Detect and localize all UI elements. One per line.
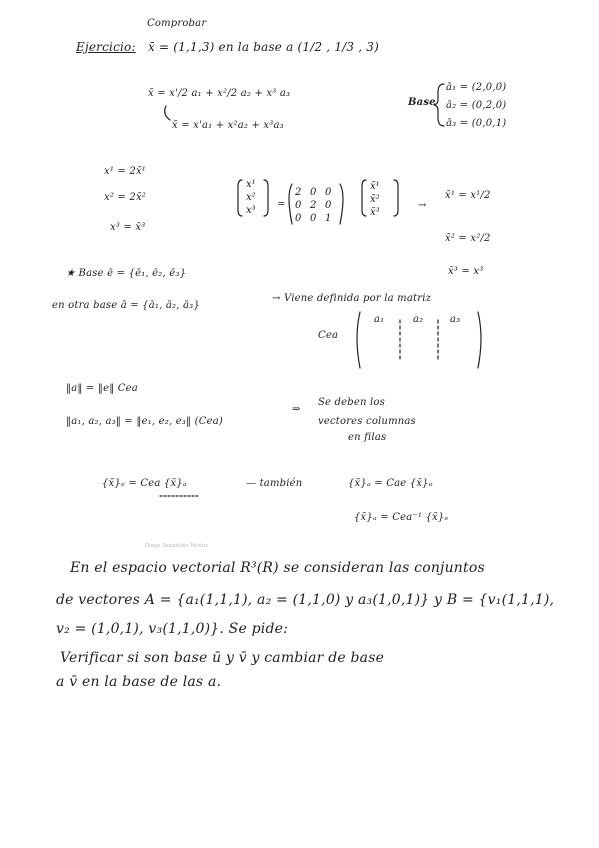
matrix-cell: 0	[295, 213, 302, 224]
expansion-line-1: x̄ = x'/2 a₁ + x²/2 a₂ + x³ a₃	[148, 88, 291, 99]
note-line-2: vectores columnas	[318, 416, 416, 427]
label-ejercicio: Ejercicio:	[76, 40, 136, 54]
exercise-line-1: En el espacio vectorial R³(R) se consideran las conjuntos	[70, 560, 485, 576]
matrix-col-a3: a₃	[450, 314, 461, 325]
base-label: Base	[408, 97, 436, 108]
base-e-line: ★ Base ē = {ē₁, ē₂, ē₃}	[66, 268, 187, 279]
matrix-col-3	[325, 186, 331, 225]
base-row-1: ā₁ = (2,0,0)	[446, 82, 507, 93]
matrix-cell: 0	[325, 187, 332, 198]
base-row-3: ā₃ = (0,0,1)	[446, 118, 507, 129]
system-left-1: x¹ = 2x̄¹	[104, 166, 146, 177]
exercise-line-4: Verificar si son base ū y v̄ y cambiar de base	[60, 650, 385, 666]
label-comprobar: Comprobar	[147, 18, 207, 29]
coords-line-1: {x̄}ₑ = Cea {x̄}ₐ	[102, 478, 187, 489]
arrow-right-icon: →	[418, 200, 427, 211]
matrix-col-2	[310, 186, 316, 225]
vector-left-2: x²	[246, 192, 256, 203]
matrix-cell: 2	[310, 200, 317, 211]
note-line-3: en filas	[348, 432, 387, 443]
matrix-cell: 0	[310, 213, 317, 224]
base-row-2: ā₂ = (0,2,0)	[446, 100, 507, 111]
vector-right-2: x̄²	[370, 194, 380, 205]
vector-left-3: x³	[246, 205, 256, 216]
coords-line-2: {x̄}ₐ = Cea⁻¹ {x̄}ₑ	[354, 512, 449, 523]
matrix-col-a2: a₂	[413, 314, 424, 325]
exercise-line-3: v₂ = (1,0,1), v₃(1,1,0)}. Se pide:	[56, 621, 289, 637]
vector-right-1: x̄¹	[370, 181, 380, 192]
result-3: x̄³ = x³	[448, 266, 484, 277]
matrix-cell: 1	[325, 213, 332, 224]
system-left-2: x² = 2x̄²	[104, 192, 146, 203]
expansion-line-2: x̄ = x'a₁ + x²a₂ + x³a₃	[172, 120, 284, 131]
matrix-cell: 2	[295, 187, 302, 198]
matrix-cell: 0	[310, 187, 317, 198]
matrix-cell: 0	[295, 200, 302, 211]
vector-left	[246, 178, 256, 217]
vector-right-3: x̄³	[370, 207, 380, 218]
vector-left-1: x¹	[246, 179, 256, 190]
norm-line-1: ‖a‖ = ‖e‖ Cea	[66, 383, 138, 394]
header-statement: x̄ = (1,1,3) en la base a (1/2 , 1/3 , 3)	[148, 40, 380, 54]
coords-line-1b: {x̄}ₐ = Cae {x̄}ₑ	[348, 478, 433, 489]
system-left-3: x³ = x̄³	[110, 222, 146, 233]
matrix-col-1	[295, 186, 301, 225]
matrix-cell: 0	[325, 200, 332, 211]
base-a-line: en otra base ā = {ā₁, ā₂, ā₃}	[52, 300, 200, 311]
viene-line: → Viene definida por la matriz	[272, 293, 432, 304]
coords-tambien: — también	[246, 478, 303, 489]
equals-sign: =	[277, 199, 286, 210]
norm-line-2: ‖a₁, a₂, a₃‖ = ‖e₁, e₂, e₃‖ (Cea)	[66, 416, 223, 427]
note-line-1: Se deben los	[318, 397, 385, 408]
arrow-right-icon: ⇒	[292, 404, 301, 415]
exercise-line-5: a v̄ en la base de las a.	[56, 674, 222, 690]
matrix-col-a1: a₁	[374, 314, 385, 325]
vector-right	[370, 180, 380, 219]
exercise-line-2: de vectores A = {a₁(1,1,1), a₂ = (1,1,0) y a₃(1,0,1)} y B = {v₁(1,1,1),	[56, 592, 555, 608]
cea-label: Cea	[318, 330, 339, 341]
watermark: Diego Sebastián Muñoz	[145, 543, 208, 549]
result-2: x̄² = x²/2	[445, 233, 491, 244]
result-1: x̄¹ = x¹/2	[445, 190, 491, 201]
